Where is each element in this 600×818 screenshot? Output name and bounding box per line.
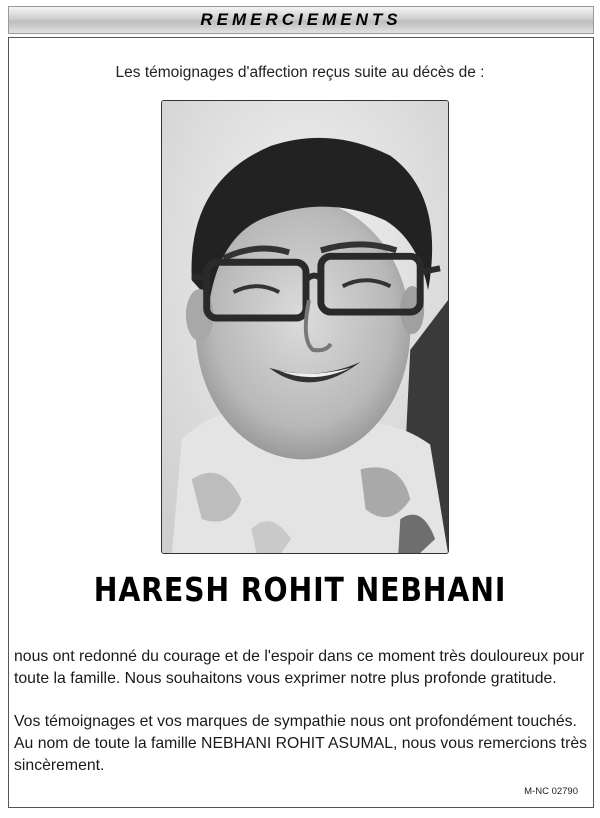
header-bar bbox=[8, 6, 594, 34]
reference-code: M-NC 02790 bbox=[524, 786, 578, 797]
intro-text: Les témoignages d'affection reçus suite au décès de : bbox=[115, 64, 485, 81]
deceased-name: HARESH ROHIT NEBHANI bbox=[93, 570, 507, 609]
portrait-photo bbox=[161, 100, 449, 554]
header-title: REMERCIEMENTS bbox=[200, 10, 402, 29]
thanks-paragraph-1: nous ont redonné du courage et de l'espoir dans ce moment très douloureux pour toute la famille. Nous souhaitons vous exprimer notre plus profonde gratitude. bbox=[14, 648, 585, 687]
portrait-image bbox=[162, 101, 448, 553]
thanks-paragraph-2: Vos témoignages et vos marques de sympathie nous ont profondément touchés. Au nom de toute la famille NEBHANI ROHIT ASUMAL, nous vous remercions très sincèrement. bbox=[14, 713, 588, 774]
